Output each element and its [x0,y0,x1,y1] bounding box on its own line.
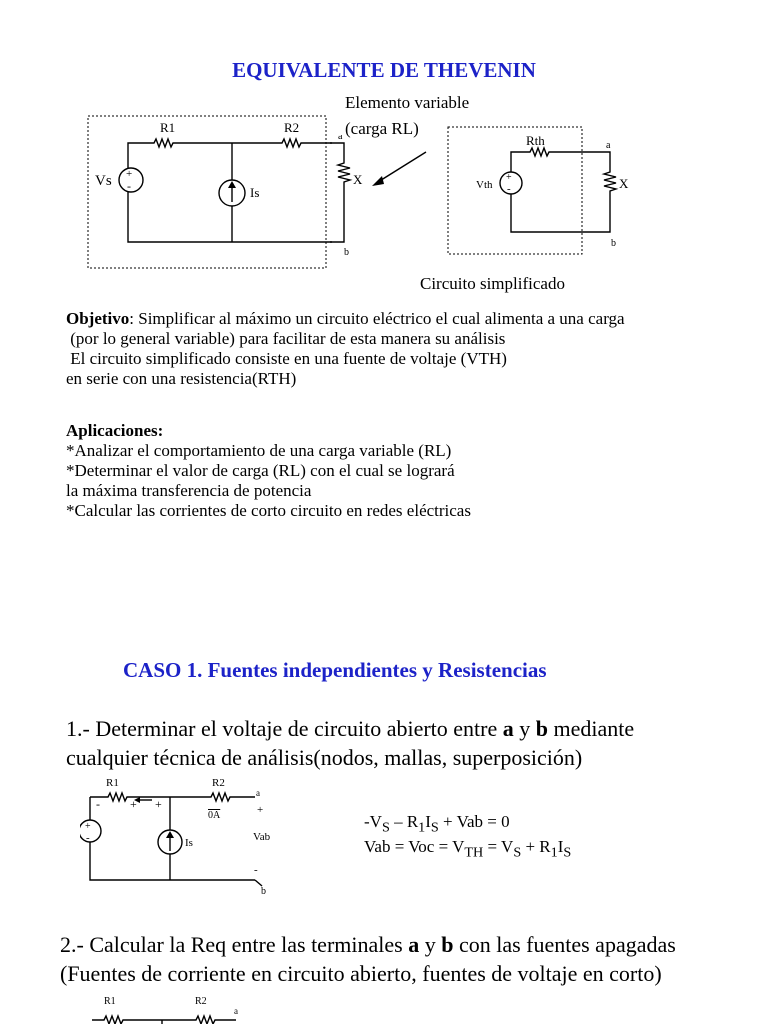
svg-text:R2: R2 [195,996,207,1007]
r2-label: R2 [284,120,300,135]
step2-text: 2.- Calcular la Req entre las terminales a y b con las fuentes apagadas (Fuentes de corriente en circuito abierto, fuentes de voltaje en corto) [60,932,676,986]
svg-text:b: b [344,247,349,258]
is-label: Is [250,185,260,200]
thevenin-equivalent-diagram [440,122,640,262]
svg-text:a: a [256,788,260,798]
svg-text:+: + [257,804,264,816]
svg-text:-: - [507,183,511,195]
vth-label: Vth [476,179,493,191]
applications-section: Aplicaciones: *Analizar el comportamiento de una carga variable (RL) *Determinar el valor de carga (RL) con el cual se logrará la máxima transferencia de potencia *Calcular las corrientes de corto circuito en redes eléctricas [66,421,471,520]
terminal-b-right: b [611,238,616,249]
svg-text:-: - [96,797,100,811]
equations [364,812,571,863]
step1-text: 1.- Determinar el voltaje de circuito abierto entre a y b mediante cualquier técnica de análisis(nodos, mallas, superposición) [66,716,635,770]
svg-text:+: + [130,797,137,811]
svg-text:-: - [86,832,90,844]
page-title: EQUIVALENTE DE THEVENIN [232,58,536,82]
svg-text:R1: R1 [104,996,116,1007]
svg-text:X: X [353,172,363,187]
terminal-a-right: a [606,140,611,151]
zero-current-label: 0A [208,810,221,821]
svg-text:+: + [506,172,512,183]
svg-text:R2: R2 [212,777,225,789]
load-element-diagram [330,135,430,260]
equation-kvl: $-V_S - R_1I_S$ + Vab = 0 [364,812,510,836]
simplified-circuit-caption: Circuito simplificado [420,274,565,293]
svg-text:a: a [338,135,343,142]
original-circuit-diagram [82,112,332,274]
objective-label: Objetivo [66,309,130,328]
r1-label: R1 [160,120,176,135]
applications-heading: Aplicaciones: [66,421,164,440]
x-label-right: X [619,176,629,191]
svg-text:R1: R1 [106,777,119,789]
svg-text:b: b [261,886,266,897]
case1-heading: CASO 1. Fuentes independientes y Resistencias [123,658,547,682]
vab-label: Vab [253,831,271,843]
open-circuit-voltage-diagram [80,772,280,897]
vs-label: Vs [95,173,112,189]
svg-text:+: + [85,821,91,832]
rth-label: Rth [526,133,545,148]
svg-text:a: a [234,1006,238,1016]
svg-text:-: - [127,179,131,193]
variable-element-sublabel: (carga RL) [345,119,419,138]
svg-text:+: + [155,797,162,811]
variable-element-label: Elemento variable [345,93,470,112]
svg-text:+: + [126,168,133,180]
equation-vth: Vab = Voc = $V_{TH} = V_S + R_1I_S$ [364,837,572,861]
svg-text:Is: Is [185,837,193,849]
pointer-arrow [378,152,426,182]
equivalent-resistance-diagram [80,992,260,1024]
objective-paragraph: Objetivo: Simplificar al máximo un circuito eléctrico el cual alimenta a una carga (por lo general variable) para facilitar de esta manera su análisis El circuito simplificado consiste en una fuente de voltaje (VTH) en serie con una resistencia(RTH) [66,309,625,388]
svg-text:-: - [254,864,258,876]
